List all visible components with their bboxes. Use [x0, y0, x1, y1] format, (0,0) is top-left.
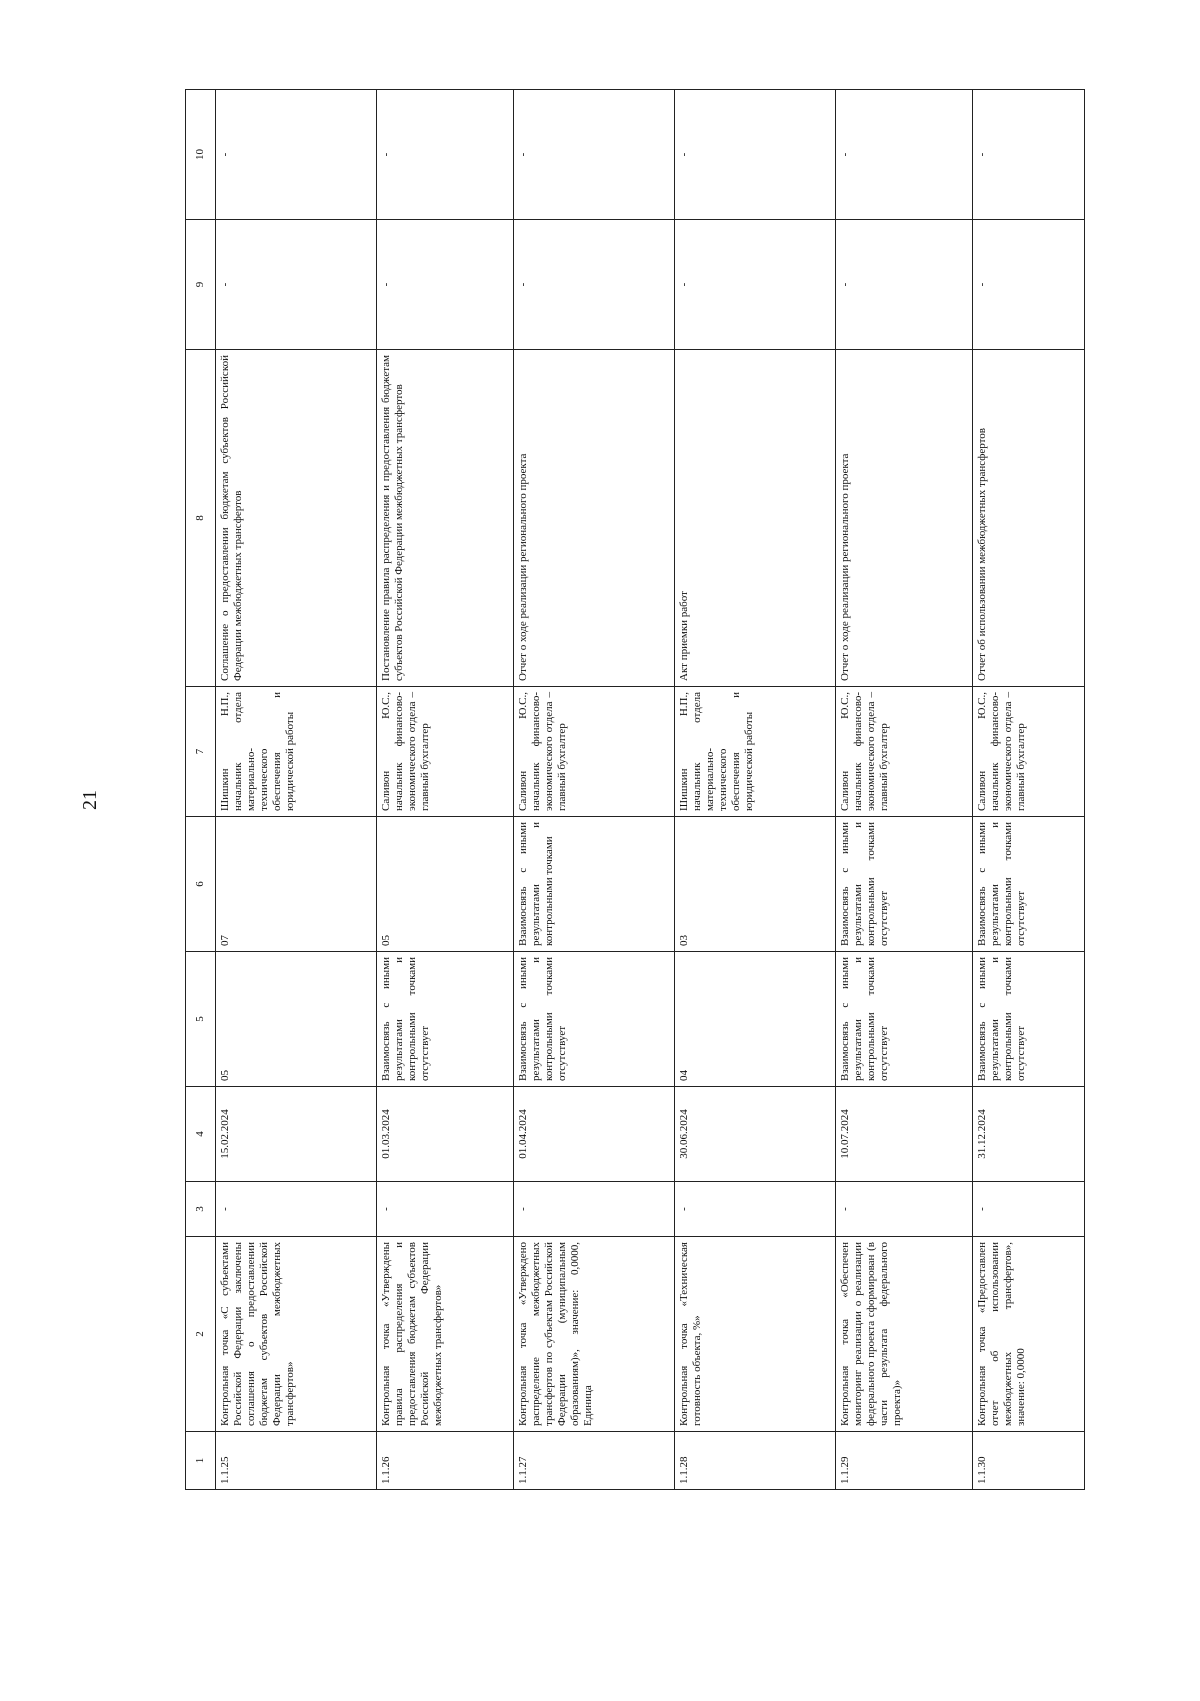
responsible-cell: Саливон Ю.С., начальник финансово-экономического отдела – главный бухгалтер	[377, 687, 514, 817]
table-header-row	[186, 90, 216, 1490]
table-cell: -	[973, 1182, 1085, 1237]
date-cell: 10.07.2024	[836, 1087, 973, 1182]
column-header: 3	[186, 1182, 216, 1237]
table-cell: Взаимосвязь с иными результатами и контрольными точками отсутствует	[836, 952, 973, 1087]
table-cell: -	[836, 1182, 973, 1237]
date-cell: 15.02.2024	[216, 1087, 377, 1182]
control-point-cell: Контрольная точка «Обеспечен мониторинг реализации о реализации федерального проекта сформирован (в части результата федерального проекта)»	[836, 1237, 973, 1432]
control-point-cell: Контрольная точка «Утверждено распределение межбюджетных трансфертов по субъектам Российской Федерации (муниципальным образованиям)», значение: 0,0000, Единица	[513, 1237, 674, 1432]
table-cell: -	[513, 90, 674, 220]
table-cell: 03	[675, 817, 836, 952]
row-number-cell: 1.1.26	[377, 1432, 514, 1490]
table-cell: -	[675, 90, 836, 220]
column-header: 1	[186, 1432, 216, 1490]
column-header: 9	[186, 220, 216, 350]
control-point-cell: Контрольная точка «Предоставлен отчет об использовании межбюджетных трансфертов», значение: 0,0000	[973, 1237, 1085, 1432]
column-header: 4	[186, 1087, 216, 1182]
responsible-cell: Саливон Ю.С., начальник финансово-экономического отдела – главный бухгалтер	[513, 687, 674, 817]
document-cell: Акт приемки работ	[675, 350, 836, 687]
table-cell: -	[513, 220, 674, 350]
table-cell: Взаимосвязь с иными результатами и контрольными точками отсутствует	[513, 952, 674, 1087]
table-cell: -	[216, 220, 377, 350]
column-header: 7	[186, 687, 216, 817]
table-row	[513, 90, 674, 1490]
table-cell: -	[377, 220, 514, 350]
column-header: 10	[186, 90, 216, 220]
table-cell: -	[216, 1182, 377, 1237]
document-cell: Отчет о ходе реализации регионального проекта	[513, 350, 674, 687]
table-row	[377, 90, 514, 1490]
document-cell: Отчет об использовании межбюджетных трансфертов	[973, 350, 1085, 687]
document-cell: Отчет о ходе реализации регионального проекта	[836, 350, 973, 687]
table-cell: Взаимосвязь с иными результатами и контрольными точками отсутствует	[973, 952, 1085, 1087]
row-number-cell: 1.1.29	[836, 1432, 973, 1490]
table-cell: Взаимосвязь с иными результатами и контрольными точками отсутствует	[973, 817, 1085, 952]
table-cell: -	[377, 90, 514, 220]
column-header: 2	[186, 1237, 216, 1432]
table-cell: -	[973, 220, 1085, 350]
table-cell: -	[513, 1182, 674, 1237]
responsible-cell: Шишкин Н.П., начальник отдела материально-технического обеспечения и юридической работы	[216, 687, 377, 817]
table-cell: Взаимосвязь с иными результатами и контрольными точками	[513, 817, 674, 952]
row-number-cell: 1.1.27	[513, 1432, 674, 1490]
table-cell: -	[216, 90, 377, 220]
row-number-cell: 1.1.28	[675, 1432, 836, 1490]
responsible-cell: Шишкин Н.П., начальник отдела материально-технического обеспечения и юридической работы	[675, 687, 836, 817]
table-row	[675, 90, 836, 1490]
column-header: 5	[186, 952, 216, 1087]
rotated-table-container	[185, 90, 1085, 1490]
date-cell: 01.03.2024	[377, 1087, 514, 1182]
column-header: 6	[186, 817, 216, 952]
table-row	[836, 90, 973, 1490]
table-row	[216, 90, 377, 1490]
table-cell: -	[377, 1182, 514, 1237]
table-cell: Взаимосвязь с иными результатами и контрольными точками отсутствует	[836, 817, 973, 952]
column-header: 8	[186, 350, 216, 687]
page-number: 21	[79, 790, 101, 810]
control-point-cell: Контрольная точка «Техническая готовность объекта, %»	[675, 1237, 836, 1432]
table-cell: 04	[675, 952, 836, 1087]
table-cell: -	[836, 220, 973, 350]
document-cell: Соглашение о предоставлении бюджетам субъектов Российской Федерации межбюджетных трансфертов	[216, 350, 377, 687]
row-number-cell: 1.1.25	[216, 1432, 377, 1490]
control-points-table	[185, 89, 1085, 1490]
table-cell: -	[836, 90, 973, 220]
table-cell: 05	[377, 817, 514, 952]
table-cell: 07	[216, 817, 377, 952]
table-cell: 05	[216, 952, 377, 1087]
control-point-cell: Контрольная точка «Утверждены правила распределения и предоставления бюджетам субъектов Российской Федерации межбюджетных трансфертов»	[377, 1237, 514, 1432]
responsible-cell: Саливон Ю.С., начальник финансово-экономического отдела – главный бухгалтер	[836, 687, 973, 817]
table-cell: -	[675, 220, 836, 350]
date-cell: 30.06.2024	[675, 1087, 836, 1182]
table-cell: -	[675, 1182, 836, 1237]
row-number-cell: 1.1.30	[973, 1432, 1085, 1490]
date-cell: 31.12.2024	[973, 1087, 1085, 1182]
table-cell: -	[973, 90, 1085, 220]
responsible-cell: Саливон Ю.С., начальник финансово-экономического отдела – главный бухгалтер	[973, 687, 1085, 817]
table-cell: Взаимосвязь с иными результатами и контрольными точками отсутствует	[377, 952, 514, 1087]
date-cell: 01.04.2024	[513, 1087, 674, 1182]
document-cell: Постановление правила распределения и предоставления бюджетам субъектов Российской Федерации межбюджетных трансфертов	[377, 350, 514, 687]
control-point-cell: Контрольная точка «С субъектами Российской Федерации заключены соглашения о предоставлении бюджетам субъектов Российской Федерации межбюджетных трансфертов»	[216, 1237, 377, 1432]
table-row	[973, 90, 1085, 1490]
